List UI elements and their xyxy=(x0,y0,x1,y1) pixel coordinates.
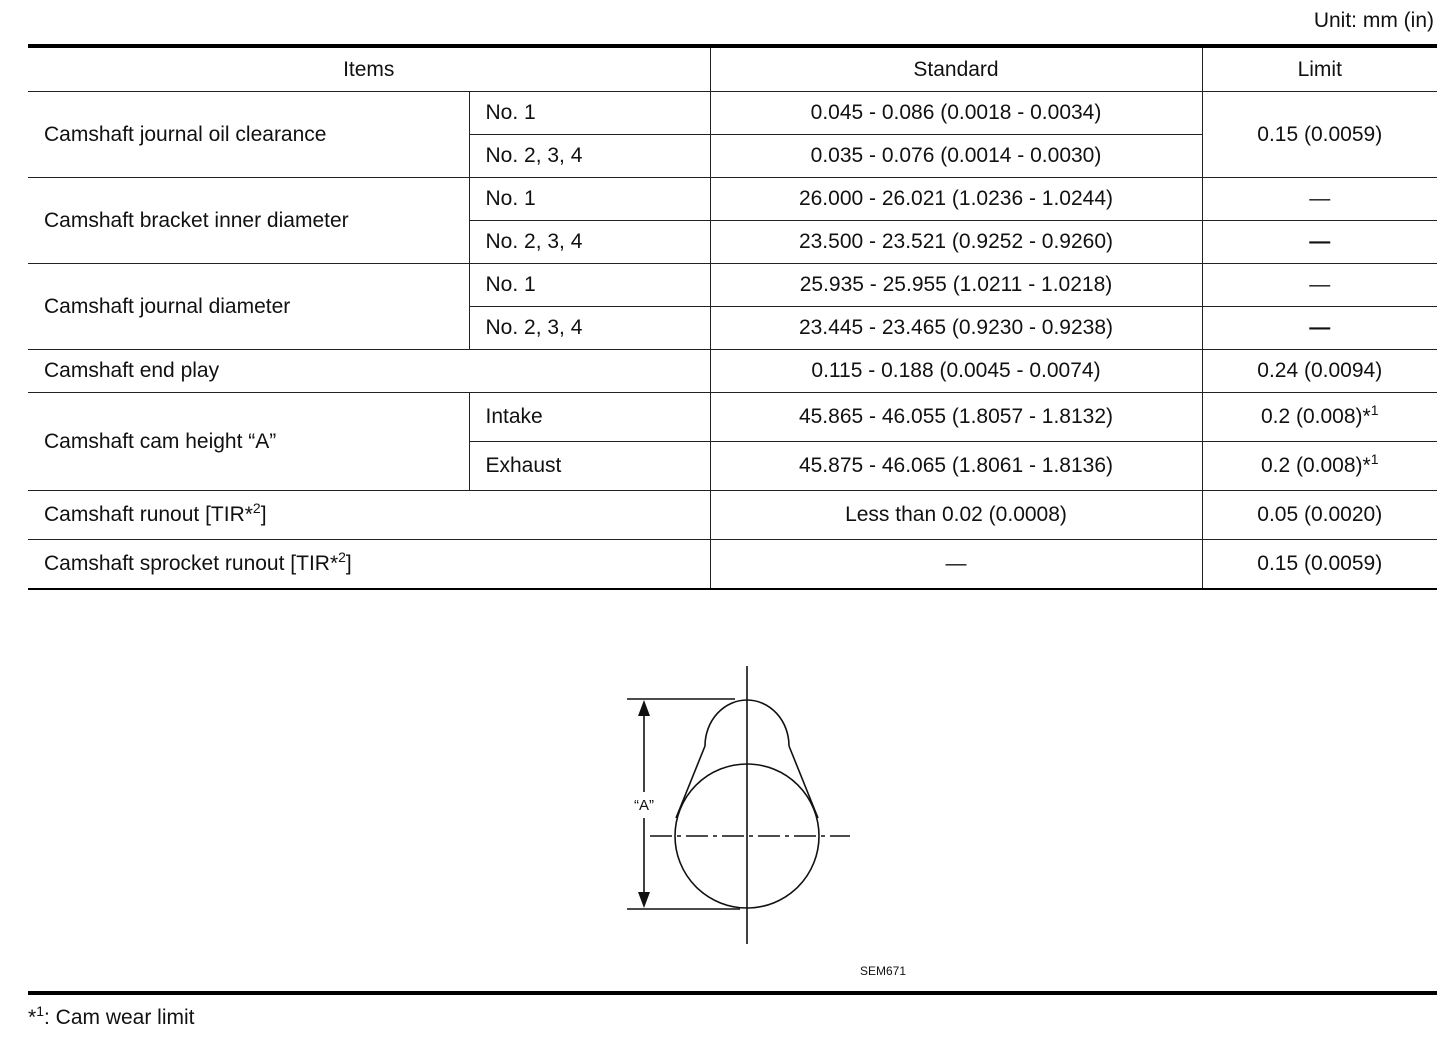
figure-code: SEM671 xyxy=(860,964,907,978)
footnote xyxy=(28,1003,195,1030)
sub-label: No. 1 xyxy=(469,264,710,307)
limit-text: 0.2 (0.008)* xyxy=(1260,454,1371,477)
footnote-marker: * xyxy=(28,1006,37,1029)
standard-value: 23.500 - 23.521 (0.9252 - 0.9260) xyxy=(710,221,1202,264)
cam-height-diagram xyxy=(600,660,880,960)
footnote-ref: 2 xyxy=(252,500,261,516)
limit-value: 0.24 (0.0094) xyxy=(1202,350,1437,393)
standard-value: 45.875 - 46.065 (1.8061 - 1.8136) xyxy=(710,442,1202,491)
divider xyxy=(28,991,1437,995)
row-label-bracket-inner: Camshaft bracket inner diameter xyxy=(28,178,469,264)
header-limit: Limit xyxy=(1202,46,1437,92)
standard-value: Less than 0.02 (0.0008) xyxy=(710,491,1202,540)
sub-label: No. 2, 3, 4 xyxy=(469,135,710,178)
table-row xyxy=(28,491,1437,540)
limit-value: 0.15 (0.0059) xyxy=(1202,92,1437,178)
limit-value: — xyxy=(1202,221,1437,264)
sub-label: Exhaust xyxy=(469,442,710,491)
row-label-journal-clearance: Camshaft journal oil clearance xyxy=(28,92,469,178)
header-items: Items xyxy=(28,46,710,92)
footnote-ref: 1 xyxy=(1370,402,1379,418)
label-text: Camshaft sprocket runout [TIR* xyxy=(44,552,339,575)
footnote-marker-sup: 1 xyxy=(36,1003,44,1019)
standard-value: 0.035 - 0.076 (0.0014 - 0.0030) xyxy=(710,135,1202,178)
table-row xyxy=(28,350,1437,393)
limit-value: — xyxy=(1202,178,1437,221)
label-text: ] xyxy=(260,503,267,526)
row-label-journal-diameter: Camshaft journal diameter xyxy=(28,264,469,350)
sub-label: No. 2, 3, 4 xyxy=(469,221,710,264)
table-row xyxy=(28,92,1437,135)
table-row xyxy=(28,178,1437,221)
standard-value: 25.935 - 25.955 (1.0211 - 1.0218) xyxy=(710,264,1202,307)
limit-value xyxy=(1202,393,1437,442)
standard-value: 26.000 - 26.021 (1.0236 - 1.0244) xyxy=(710,178,1202,221)
standard-value: — xyxy=(710,540,1202,590)
limit-value xyxy=(1202,442,1437,491)
arrowhead-down xyxy=(638,892,650,908)
standard-value: 0.045 - 0.086 (0.0018 - 0.0034) xyxy=(710,92,1202,135)
footnote-ref: 2 xyxy=(338,549,346,565)
standard-value: 23.445 - 23.465 (0.9230 - 0.9238) xyxy=(710,307,1202,350)
row-label-runout xyxy=(28,491,710,540)
sub-label: No. 1 xyxy=(469,178,710,221)
table-row xyxy=(28,540,1437,590)
sub-label: Intake xyxy=(469,393,710,442)
standard-value: 45.865 - 46.055 (1.8057 - 1.8132) xyxy=(710,393,1202,442)
table-row xyxy=(28,264,1437,307)
footnote-ref: 1 xyxy=(1370,451,1379,467)
limit-value: 0.15 (0.0059) xyxy=(1202,540,1437,590)
cam-flank-left xyxy=(676,746,705,818)
label-text: Camshaft runout [TIR* xyxy=(44,503,253,526)
camshaft-spec-table xyxy=(28,44,1437,590)
unit-label: Unit: mm (in) xyxy=(1313,9,1434,32)
table-header-row xyxy=(28,46,1437,92)
standard-value: 0.115 - 0.188 (0.0045 - 0.0074) xyxy=(710,350,1202,393)
dimension-label: “A” xyxy=(634,797,654,814)
header-standard: Standard xyxy=(710,46,1202,92)
arrowhead-up xyxy=(638,700,650,716)
cam-flank-right xyxy=(789,746,818,818)
footnote-text: : Cam wear limit xyxy=(43,1006,195,1029)
sub-label: No. 1 xyxy=(469,92,710,135)
sub-label: No. 2, 3, 4 xyxy=(469,307,710,350)
limit-value: — xyxy=(1202,307,1437,350)
limit-text: 0.2 (0.008)* xyxy=(1260,405,1371,428)
row-label-end-play: Camshaft end play xyxy=(28,350,710,393)
limit-value: 0.05 (0.0020) xyxy=(1202,491,1437,540)
row-label-cam-height: Camshaft cam height “A” xyxy=(28,393,469,491)
limit-value: — xyxy=(1202,264,1437,307)
label-text: ] xyxy=(345,552,352,575)
row-label-sprocket-runout xyxy=(28,540,710,590)
table-row xyxy=(28,393,1437,442)
